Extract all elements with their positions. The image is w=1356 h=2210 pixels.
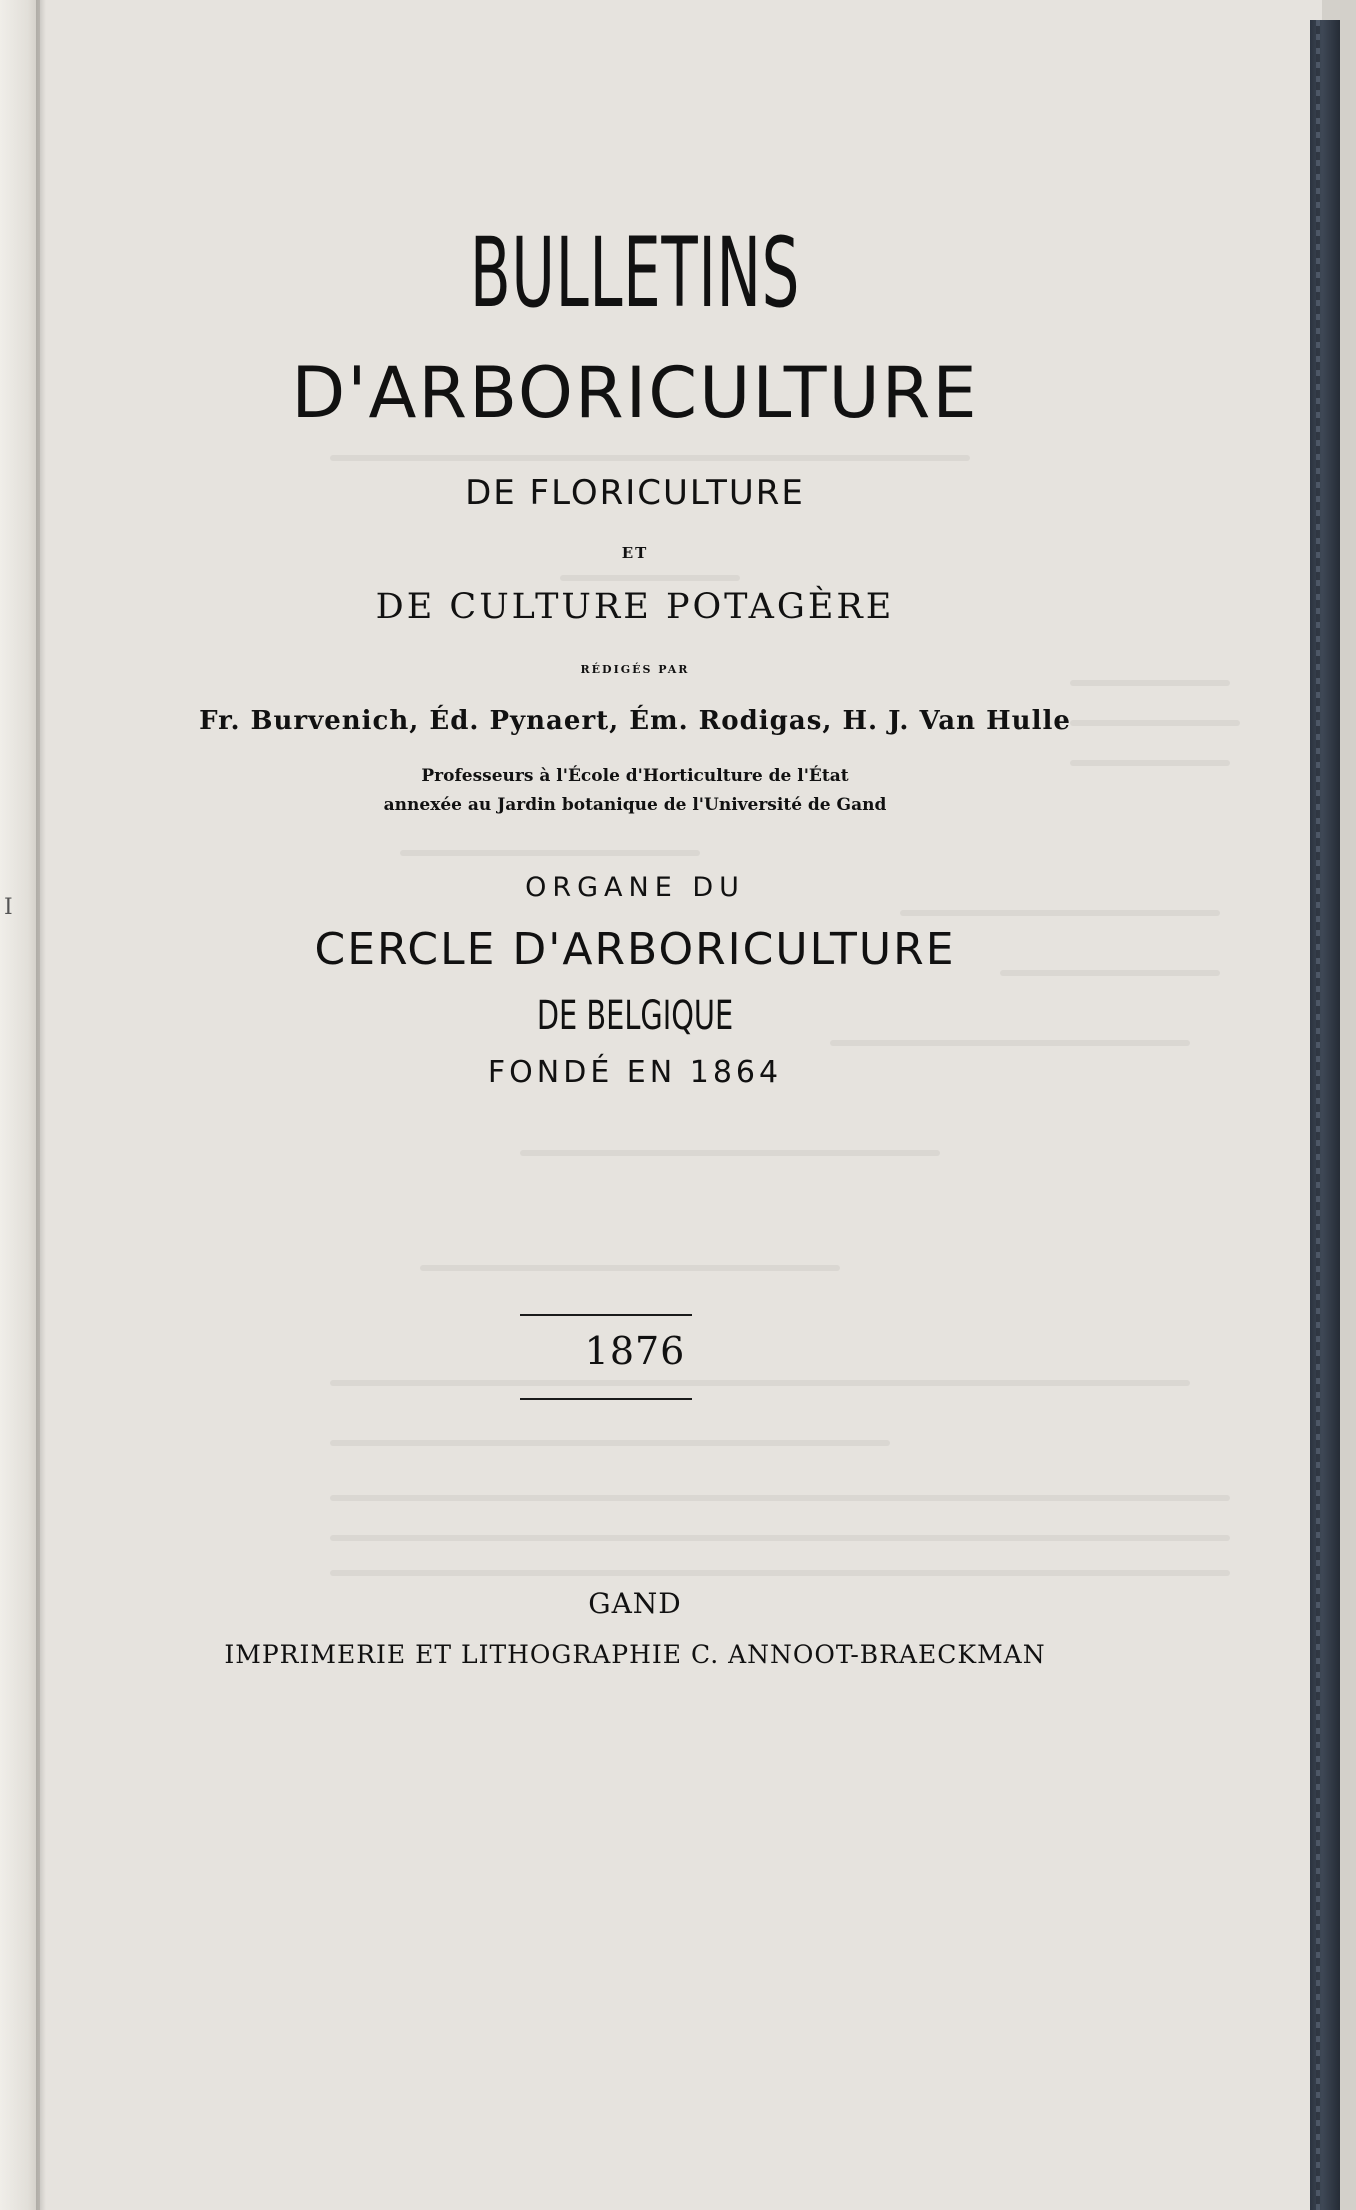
affiliation-line-1: Professeurs à l'École d'Horticulture de l'État [421,766,849,786]
facing-leaf-edge [0,0,40,2210]
title-culture-potagere: DE CULTURE POTAGÈRE [375,587,895,627]
title-bulletins: BULLETINS [469,217,801,329]
affiliation-line-2: annexée au Jardin botanique de l'Université de Gand [383,795,887,815]
title-floriculture: DE FLORICULTURE [465,473,805,513]
imprint-printer: IMPRIMERIE ET LITHOGRAPHIE C. ANNOOT-BRAECKMAN [224,1640,1046,1669]
title-page-sheet [22,0,1322,2210]
title-conjunction: ET [621,544,649,562]
title-arboriculture: D'ARBORICULTURE [291,352,979,434]
society-name: CERCLE D'ARBORICULTURE [314,924,956,975]
organe-du: ORGANE DU [525,872,745,903]
imprint-city: GAND [588,1587,682,1620]
rediges-par: RÉDIGÉS PAR [580,663,690,676]
rule-below-year [520,1398,692,1400]
founded-line: FONDÉ EN 1864 [487,1055,783,1090]
book-spine [1310,20,1340,2210]
rule-above-year [520,1314,692,1316]
society-country: DE BELGIQUE [536,993,734,1039]
publication-year: 1876 [584,1329,686,1373]
leaf-edge-mark: I [4,895,13,920]
gutter-shadow [36,0,46,2210]
authors-line: Fr. Burvenich, Éd. Pynaert, Ém. Rodigas, H. J. Van Hulle [199,706,1071,736]
